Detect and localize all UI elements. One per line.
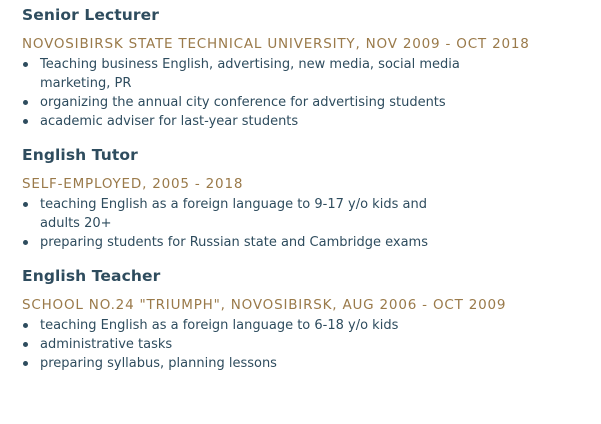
duty-item bbox=[22, 55, 490, 93]
duty-text: teaching English as a foreign language to 9-17 y/o kids and adults 20+ bbox=[40, 197, 427, 231]
duty-text: preparing students for Russian state and Cambridge exams bbox=[40, 235, 428, 250]
job-entry-senior-lecturer bbox=[22, 5, 592, 131]
duty-item bbox=[22, 233, 592, 252]
duty-text: preparing syllabus, planning lessons bbox=[40, 356, 277, 371]
duty-item bbox=[22, 195, 440, 233]
duty-item bbox=[22, 354, 592, 373]
duty-item bbox=[22, 112, 592, 131]
job-duties-list bbox=[22, 195, 592, 252]
duty-text: academic adviser for last-year students bbox=[40, 114, 299, 129]
job-organization-dates: NOVOSIBIRSK STATE TECHNICAL UNIVERSITY, NOV 2009 - OCT 2018 bbox=[22, 36, 530, 52]
bullet-dot-icon bbox=[23, 240, 28, 245]
job-organization-dates: SCHOOL NO.24 "TRIUMPH", NOVOSIBIRSK, AUG 2006 - OCT 2009 bbox=[22, 297, 507, 313]
bullet-dot-icon bbox=[23, 342, 28, 347]
bullet-dot-icon bbox=[23, 323, 28, 328]
job-organization-dates: SELF-EMPLOYED, 2005 - 2018 bbox=[22, 176, 244, 192]
job-title: English Teacher bbox=[22, 267, 161, 285]
bullet-dot-icon bbox=[23, 202, 28, 207]
duty-text: teaching English as a foreign language to 6-18 y/o kids bbox=[40, 318, 399, 333]
job-title: English Tutor bbox=[22, 146, 138, 164]
job-entry-english-teacher bbox=[22, 266, 592, 373]
bullet-dot-icon bbox=[23, 100, 28, 105]
bullet-dot-icon bbox=[23, 62, 28, 67]
bullet-dot-icon bbox=[23, 119, 28, 124]
job-duties-list bbox=[22, 316, 592, 373]
job-entry-english-tutor bbox=[22, 145, 592, 252]
job-title: Senior Lecturer bbox=[22, 6, 160, 24]
duty-text: administrative tasks bbox=[40, 337, 173, 352]
job-duties-list bbox=[22, 55, 592, 131]
duty-item bbox=[22, 335, 592, 354]
duty-text: Teaching business English, advertising, new media, social media marketing, PR bbox=[40, 57, 460, 91]
duty-item bbox=[22, 316, 592, 335]
bullet-dot-icon bbox=[23, 361, 28, 366]
duty-item bbox=[22, 93, 592, 112]
duty-text: organizing the annual city conference for advertising students bbox=[40, 95, 446, 110]
work-experience-section bbox=[22, 5, 592, 373]
